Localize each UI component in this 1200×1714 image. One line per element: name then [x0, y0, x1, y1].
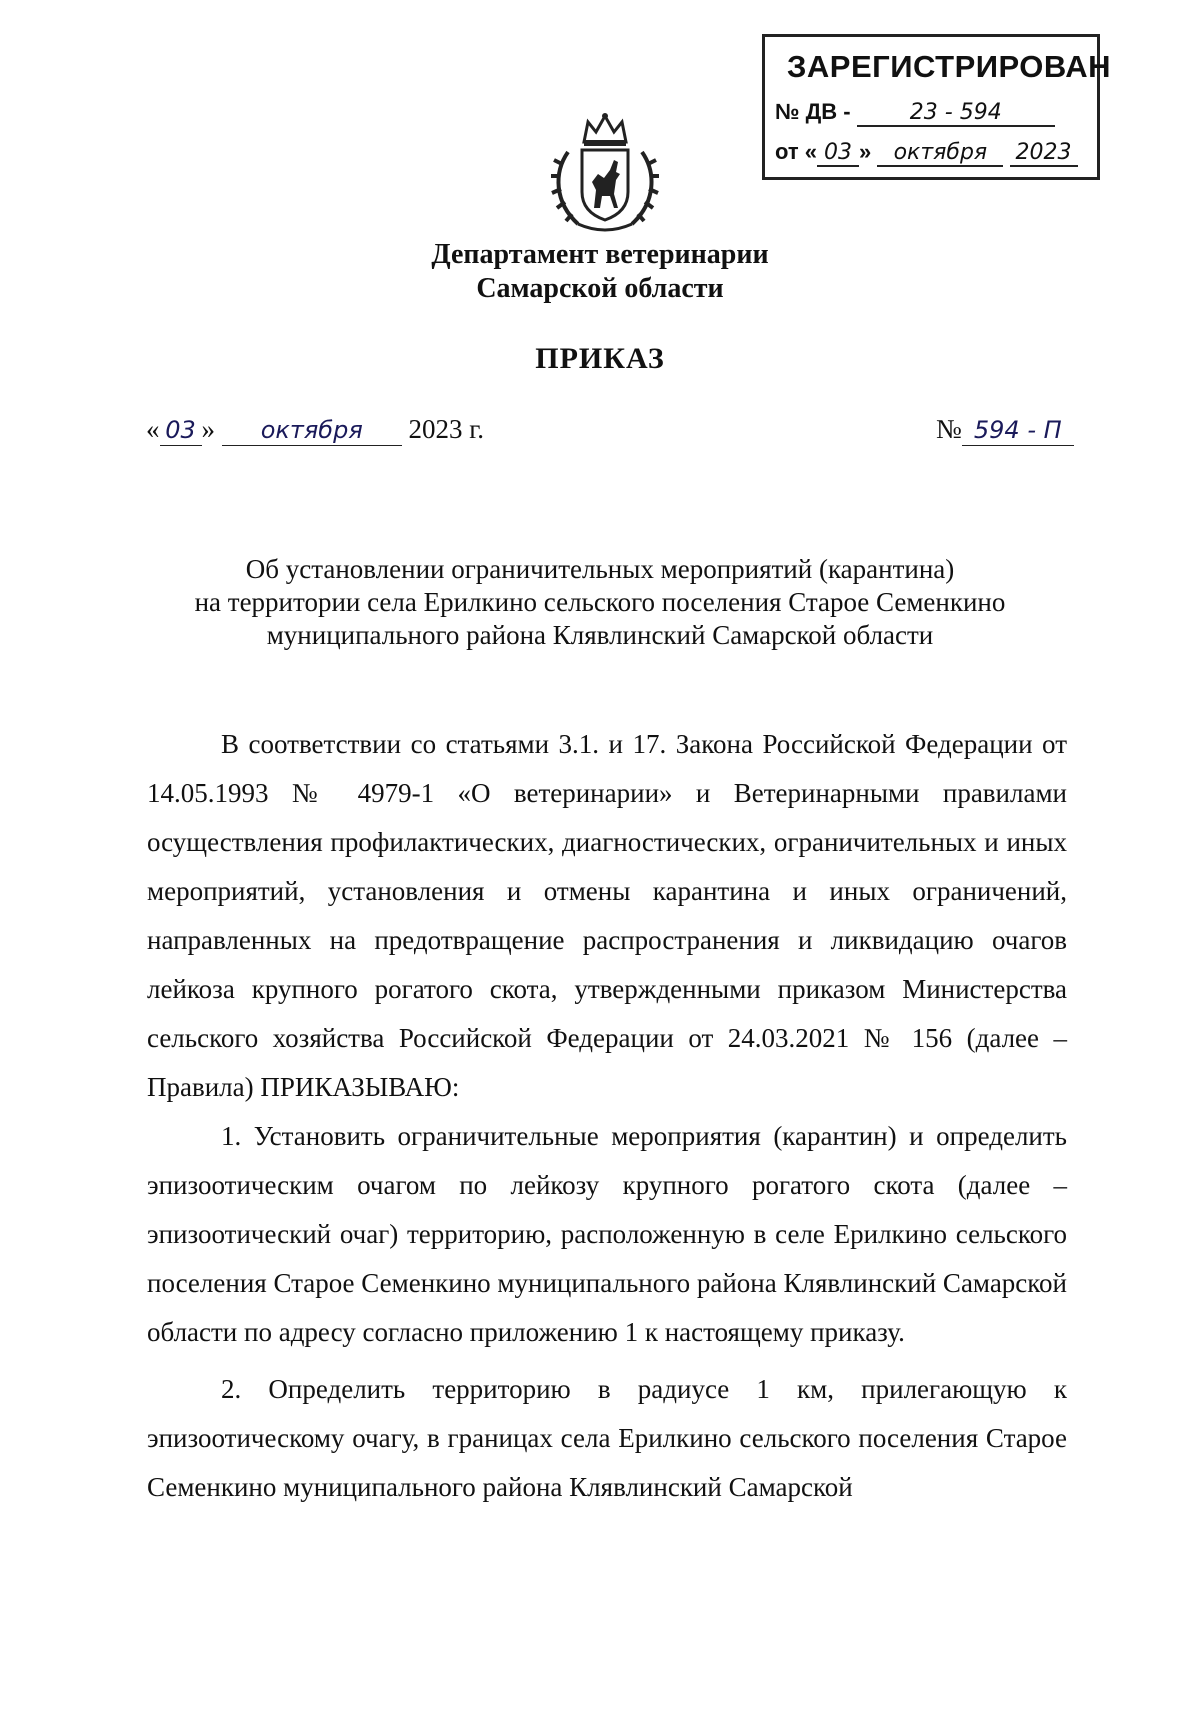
order-date-month: октября	[222, 417, 402, 446]
body-paragraph-item-2: 2. Определить территорию в радиусе 1 км, прилегающую к эпизоотическому очагу, в границах села Ерилкино сельского поселения Старое Семенкино муниципального района Клявлинский Самарской	[147, 1374, 1067, 1502]
registration-stamp	[762, 34, 1112, 180]
stamp-number-value: 23 - 594	[857, 101, 1055, 127]
stamp-number-row	[775, 99, 1055, 127]
org-name-line1: Департамент ветеринарии	[431, 239, 769, 270]
samara-coat-of-arms-icon	[548, 112, 662, 236]
body-paragraph-preamble: В соответствии со статьями 3.1. и 17. Закона Российской Федерации от 14.05.1993 № 4979-1 «О ветеринарии» и Ветеринарными правилами осуществления профилактических, диагностических, ограничительных и иных мероприятий, установления и отмены карантина и иных ограничений, направленных на предотвращение распространения и ликвидацию очагов лейкоза крупного рогатого скота, утвержденными приказом Министерства сельского хозяйства Российской Федерации от 24.03.2021 № 156 (далее – Правила) ПРИКАЗЫВАЮ:	[147, 729, 1067, 1102]
stamp-number-prefix: № ДВ -	[775, 99, 851, 124]
order-body	[147, 720, 1067, 1512]
heading-line3: муниципального района Клявлинский Самарской области	[266, 620, 934, 650]
org-name-line2: Самарской области	[476, 273, 724, 304]
body-paragraph-item-1: 1. Установить ограничительные мероприятия (карантин) и определить эпизоотическим очагом по лейкозу крупного рогатого скота (далее – эпизоотический очаг) территорию, расположенную в селе Ерилкино сельского поселения Старое Семенкино муниципального района Клявлинский Самарской области по адресу согласно приложению 1 к настоящему приказу.	[147, 1121, 1067, 1347]
order-date-open: «	[146, 414, 160, 444]
stamp-title: ЗАРЕГИСТРИРОВАН	[787, 49, 1112, 84]
stamp-date-row	[775, 139, 1078, 167]
order-number-prefix: №	[936, 414, 962, 444]
order-date-close: »	[201, 414, 215, 444]
order-number	[936, 414, 1074, 446]
order-date	[146, 414, 484, 446]
document-type: ПРИКАЗ	[535, 342, 665, 375]
stamp-date-year: 2023	[1010, 141, 1078, 167]
heading-line2: на территории села Ерилкино сельского поселения Старое Семенкино	[194, 587, 1006, 617]
stamp-date-prefix: от «	[775, 139, 818, 164]
order-date-day: 03	[160, 417, 202, 446]
order-number-value: 594 - П	[962, 417, 1074, 446]
stamp-date-day: 03	[817, 141, 859, 167]
stamp-date-month: октября	[877, 141, 1003, 167]
order-date-year: 2023 г.	[408, 414, 485, 444]
stamp-date-mid: »	[859, 139, 872, 164]
heading-line1: Об установлении ограничительных мероприятий (карантина)	[245, 554, 955, 584]
order-heading	[140, 553, 1060, 652]
